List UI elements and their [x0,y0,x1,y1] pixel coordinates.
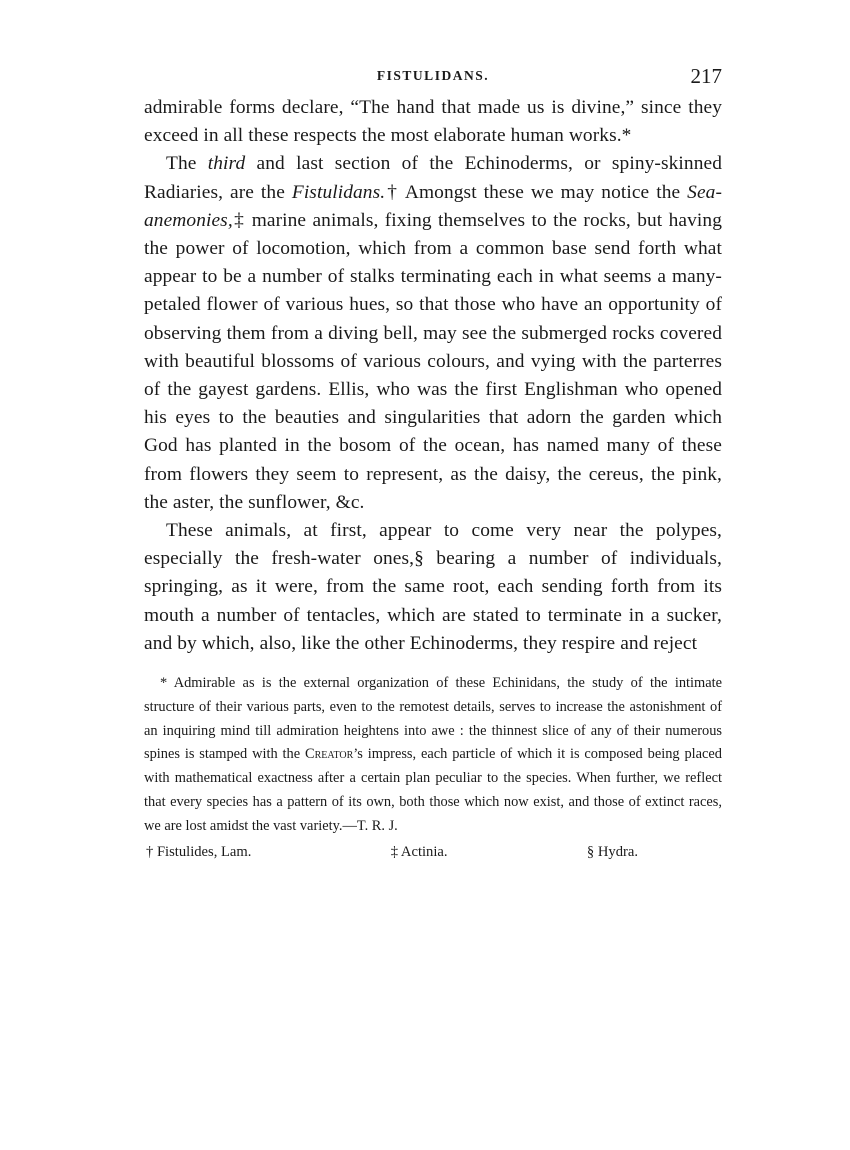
footnote-ref-dagger: † [385,181,399,203]
p2-fistulidans-italic: Fistulidans. [291,181,386,203]
p2-text-a: The [166,153,208,175]
footnote-ref-double-dagger: ‡ [232,209,246,231]
footnote-dagger: † Fistulides, Lam. [146,843,252,860]
page-header [144,64,722,94]
footnotes [144,672,722,864]
footnote-star-text-a: * Admirable as is the external organization of these Echinidans, the study of the intimate structure of their various parts, even to the remotest details, serves to increase the astonishment of an inquiring mind till admiration heightens into awe : the thinnest slice of any of their numerous spines is stamped with the [144,675,722,763]
p2-sea-anemonies-italic: Sea-anemonies, [144,181,723,231]
footnote-double-dagger: ‡ Actinia. [390,843,448,860]
book-page [144,64,722,864]
footnote-star [144,672,722,839]
running-head: FISTULIDANS. [376,68,490,83]
footnote-section: § Hydra. [586,843,638,860]
page-number: 217 [690,64,722,88]
paragraph-2 [144,150,722,517]
footnote-star-creator: Creator [305,746,354,763]
p2-text-d: marine animals, fixing themselves to the rocks, but having the power of locomotion, which from a common base send forth what appear to be a number of stalks terminating each in what seems a many-petaled flower of various hues, so that those who have an opportunity of observing them from a diving bell, may see the submerged rocks covered with beautiful blossoms of various colours, and vying with the parterres of the gayest gardens. Ellis, who was the first Englishman who opened his eyes to the beauties and singularities that adorn the garden which God has planted in the bosom of the ocean, has named many of these from flowers they seem to represent, as the daisy, the cereus, the pink, the aster, the sunflower, &c. [144,209,722,513]
p2-third-italic: third [207,153,246,175]
p2-text-c: Amongst these we may notice the [399,181,688,203]
footnote-row [144,841,722,865]
paragraph-1: admirable forms declare, “The hand that made us is divine,” since they exceed in all these respects the most elaborate human works.* [144,97,722,147]
footnote-star-text-b: ’s impress, each particle of which it is composed being placed with mathematical exactness after a certain plan peculiar to the species. When further, we reflect that every species has a pattern of its own, both those which now exist, and those of extinct races, we are lost amidst the vast variety.—T. R. J. [144,746,722,834]
body-text [144,94,722,658]
p2-text-b: and last section of the Echinoderms, or spiny-skinned Radiaries, are the [144,153,722,203]
paragraph-3: These animals, at first, appear to come very near the polypes, especially the fresh-water ones,§ bearing a number of individuals, springing, as it were, from the same root, each sending forth from its mouth a number of tentacles, which are stated to terminate in a sucker, and by which, also, like the other Echinoderms, they respire and reject [144,520,722,654]
